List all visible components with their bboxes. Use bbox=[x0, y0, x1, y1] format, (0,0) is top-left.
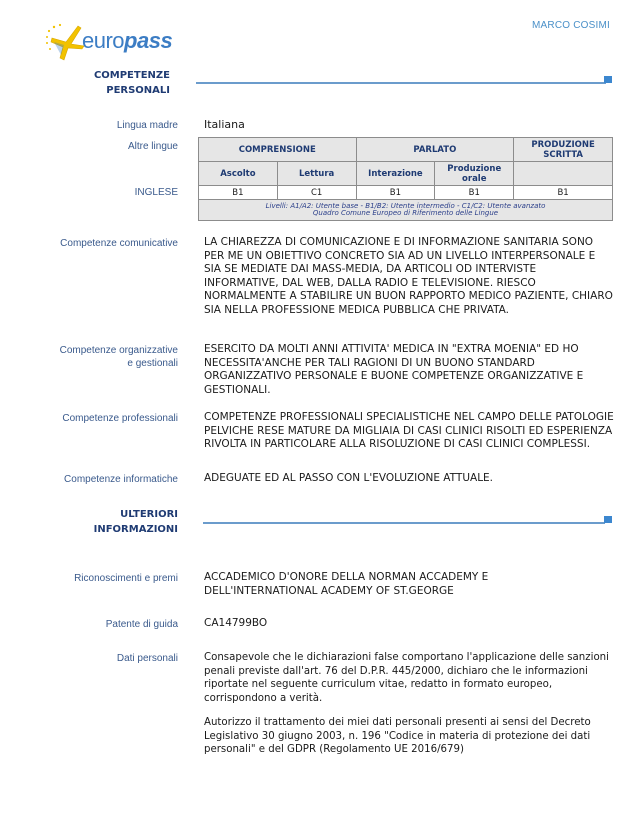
label-line: e gestionali bbox=[127, 358, 178, 369]
section-title-ulteriori-informazioni bbox=[48, 507, 178, 537]
section-title-line: ULTERIORI bbox=[120, 509, 178, 520]
level-lettura: C1 bbox=[277, 186, 356, 200]
column-header-empty bbox=[514, 162, 613, 186]
language-row bbox=[199, 186, 613, 200]
other-languages-label: Altre lingue bbox=[127, 141, 178, 152]
group-header-produzione-scritta: PRODUZIONE SCRITTA bbox=[514, 138, 613, 162]
professional-skills-label: Competenze professionali bbox=[62, 413, 178, 424]
europass-wordmark: europass bbox=[82, 28, 173, 53]
level-interazione: B1 bbox=[356, 186, 435, 200]
communication-skills-value: LA CHIAREZZA DI COMUNICAZIONE E DI INFORMAZIONE SANITARIA SONO PER ME UN OBIETTIVO CONCRETO SIA AD UN LIVELLO INTERPERSONALE E SIA SE MEDIATE DAI MASS-MEDIA, DA ARTICOLI OD INTERVISTE INFORMATIVE, DAL WEB, DALLA RADIO E TELEVISIONE. RIESCO NORMALMENTE A STABILIRE UN BUON RAPPORTO MEDICO PAZIENTE, CHIARO SIA NELLA PROFESSIONE MEDICA PUBBLICA CHE PRIVATA. bbox=[204, 236, 613, 316]
driving-license-value: CA14799BO bbox=[204, 617, 268, 629]
mother-tongue-label: Lingua madre bbox=[116, 120, 178, 131]
organizational-skills-value: ESERCITO DA MOLTI ANNI ATTIVITA' MEDICA IN "EXTRA MOENIA" ED HO NECESSITA'ANCHE PER TALI RAGIONI DI UN BUONO STANDARD ORGANIZZATIVO PERSONALE E BUONE COMPETENZE ORGANIZZATIVE E GESTIONALI. bbox=[204, 343, 584, 396]
column-header-produzione-orale: Produzione orale bbox=[435, 162, 514, 186]
awards-label: Riconoscimenti e premi bbox=[74, 573, 178, 584]
levels-legend-line: Livelli: A1/A2: Utente base - B1/B2: Utente intermedio - C1/C2: Utente avanzato bbox=[265, 201, 546, 210]
organizational-skills-label bbox=[50, 344, 178, 370]
europass-logo bbox=[44, 22, 174, 62]
levels-legend-line: Quadro Comune Europeo di Riferimento delle Lingue bbox=[312, 209, 499, 217]
personal-data-declaration: Consapevole che le dichiarazioni false comportano l'applicazione delle sanzioni penali previste dall'art. 76 del D.P.R. 445/2000, dichiaro che le informazioni riportate nel seguente curriculum vitae, redatto in formato europeo, corrispondono a verità. bbox=[204, 652, 609, 704]
language-skills-table bbox=[198, 137, 613, 221]
computer-skills-label: Competenze informatiche bbox=[64, 474, 178, 485]
section-title-line: INFORMAZIONI bbox=[93, 524, 178, 535]
column-header-ascolto: Ascolto bbox=[199, 162, 278, 186]
section-divider bbox=[203, 522, 605, 524]
column-header-interazione: Interazione bbox=[356, 162, 435, 186]
level-produzione-scritta: B1 bbox=[514, 186, 613, 200]
section-title-competenze-personali bbox=[40, 68, 170, 98]
group-header-parlato: PARLATO bbox=[356, 138, 514, 162]
driving-license-label: Patente di guida bbox=[105, 619, 178, 630]
mother-tongue-value: Italiana bbox=[204, 118, 245, 131]
levels-legend bbox=[199, 200, 613, 221]
section-title-line: COMPETENZE bbox=[93, 70, 170, 81]
level-produzione-orale: B1 bbox=[435, 186, 514, 200]
group-header-comprensione: COMPRENSIONE bbox=[199, 138, 357, 162]
language-name-inglese: INGLESE bbox=[134, 187, 178, 198]
professional-skills-value: COMPETENZE PROFESSIONALI SPECIALISTICHE NEL CAMPO DELLE PATOLOGIE PELVICHE RESE MATURE DA MIGLIAIA DI CASI CLINICI RISOLTI ED ESPERIENZA RIVOLTA IN PARTICOLARE ALLA RISOLUZIONE DI CASI CLINICI COMPLESSI. bbox=[204, 411, 614, 450]
awards-value: ACCADEMICO D'ONORE DELLA NORMAN ACCADEMY E DELL'INTERNATIONAL ACADEMY OF ST.GEORGE bbox=[204, 571, 489, 597]
personal-data-consent: Autorizzo il trattamento dei miei dati personali presenti ai sensi del Decreto Legislativo 30 giugno 2003, n. 196 "Codice in materia di protezione dei dati personali" e del GDPR (Regolamento UE 2016/679) bbox=[204, 717, 591, 755]
section-divider bbox=[196, 82, 606, 84]
section-marker-square bbox=[604, 516, 612, 523]
label-line: Competenze organizzative bbox=[59, 345, 178, 356]
computer-skills-value: ADEGUATE ED AL PASSO CON L'EVOLUZIONE ATTUALE. bbox=[204, 472, 494, 484]
column-header-lettura: Lettura bbox=[277, 162, 356, 186]
level-ascolto: B1 bbox=[199, 186, 278, 200]
section-title-line: PERSONALI bbox=[106, 85, 170, 96]
communication-skills-label: Competenze comunicative bbox=[60, 238, 178, 249]
section-marker-square bbox=[604, 76, 612, 83]
personal-data-label: Dati personali bbox=[116, 653, 178, 664]
cv-owner-name: MARCO COSIMI bbox=[532, 20, 610, 31]
